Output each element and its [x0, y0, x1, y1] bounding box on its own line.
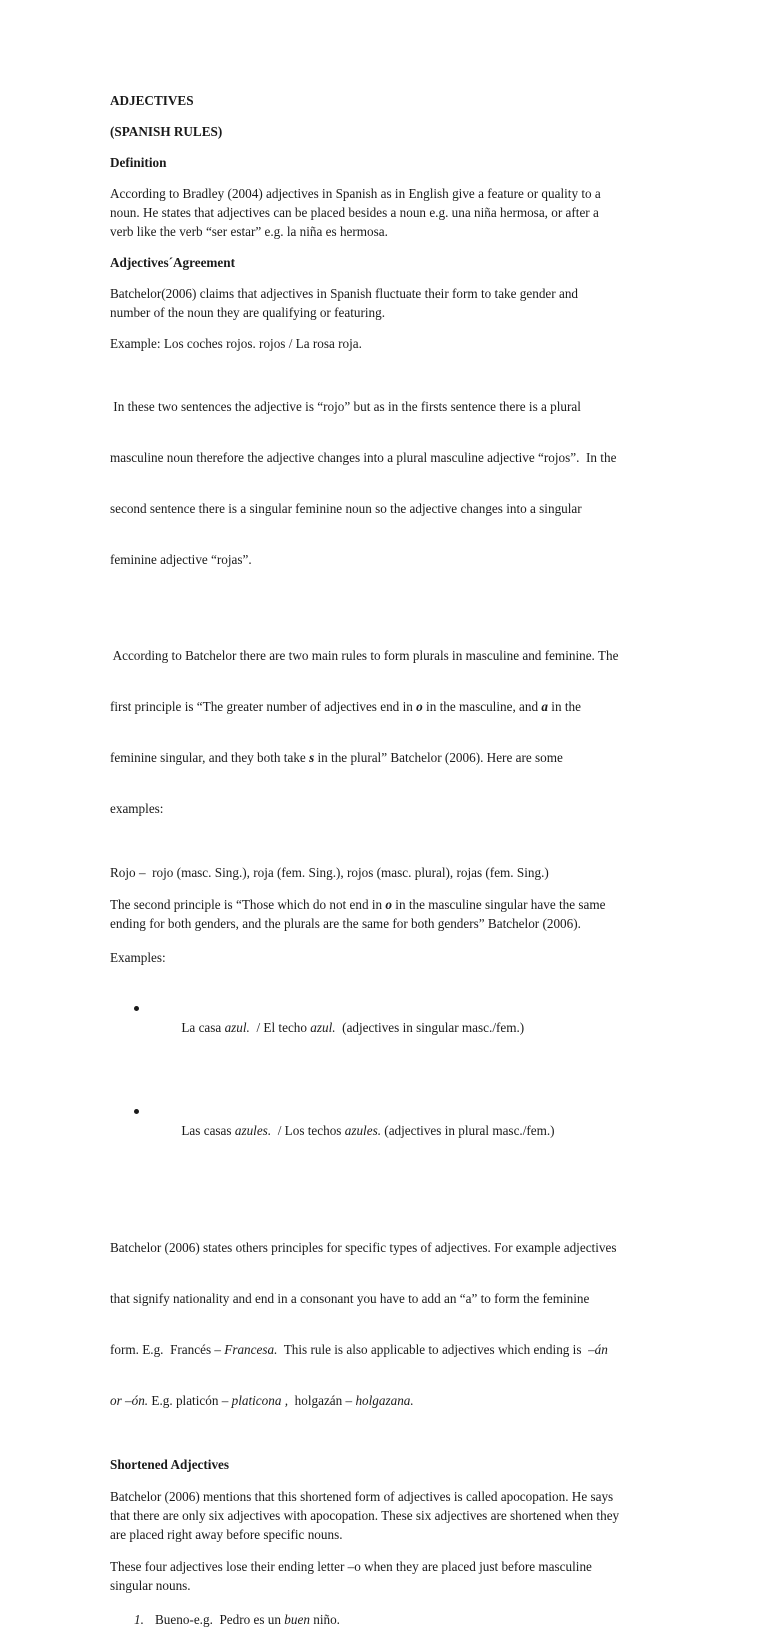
examples-list	[110, 967, 670, 1191]
section-heading-agreement: Adjectives´Agreement	[110, 255, 235, 270]
text-line: verb like the verb “ser estar” e.g. la niña es hermosa.	[110, 224, 388, 239]
example-line: Example: Los coches rojos. rojos / La rosa roja.	[110, 336, 362, 351]
text-line: feminine singular, and they both take s in the plural” Batchelor (2006). Here are some	[110, 750, 563, 765]
list-item: La casa azul. / El techo azul. (adjectives in singular masc./fem.)	[110, 999, 670, 1056]
rojo-forms-line: Rojo – rojo (masc. Sing.), roja (fem. Sing.), rojos (masc. plural), rojas (fem. Sing.)	[110, 865, 549, 880]
item-number: 1.	[134, 1612, 144, 1627]
shortened-paragraph-1	[110, 1487, 670, 1544]
emphasis-s: s	[309, 750, 315, 765]
definition-paragraph	[110, 184, 670, 241]
text-line: masculine noun therefore the adjective changes into a plural masculine adjective “rojos”. In the	[110, 450, 617, 465]
agreement-paragraph-4	[110, 895, 670, 933]
agreement-paragraph-5	[110, 1206, 670, 1442]
bullet-icon	[134, 1006, 139, 1011]
text-line: The second principle is “Those which do not end in o in the masculine singular have the same	[110, 897, 606, 912]
agreement-paragraph-1	[110, 284, 670, 322]
text-line: In these two sentences the adjective is “rojo” but as in the firsts sentence there is a plural	[110, 399, 581, 414]
text-line: Batchelor (2006) mentions that this shortened form of adjectives is called apocopation. He says	[110, 1489, 614, 1504]
document-subtitle: (SPANISH RULES)	[110, 124, 223, 139]
text-line: According to Bradley (2004) adjectives in Spanish as in English give a feature or quality to a	[110, 186, 601, 201]
text-line: ending for both genders, and the plurals are the same for both genders” Batchelor (2006).	[110, 916, 581, 931]
emphasis-o: o	[385, 897, 392, 912]
text-line: that there are only six adjectives with apocopation. These six adjectives are shortened when they	[110, 1508, 620, 1523]
text-line: that signify nationality and end in a consonant you have to add an “a” to form the feminine	[110, 1291, 590, 1306]
text-line: noun. He states that adjectives can be placed besides a noun e.g. una niña hermosa, or after a	[110, 205, 599, 220]
text-line: singular nouns.	[110, 1578, 191, 1593]
text-line: are placed right away before specific nouns.	[110, 1527, 343, 1542]
emphasis-a: a	[541, 699, 548, 714]
text-line: Batchelor(2006) claims that adjectives in Spanish fluctuate their form to take gender and	[110, 286, 579, 301]
bullet-icon	[134, 1109, 139, 1114]
document-title: ADJECTIVES	[110, 93, 194, 108]
list-item: Las casas azules. / Los techos azules. (adjectives in plural masc./fem.)	[110, 1102, 670, 1159]
text-line: Batchelor (2006) states others principles for specific types of adjectives. For example adjectives	[110, 1240, 617, 1255]
text-line: feminine adjective “rojas”.	[110, 552, 252, 567]
text-line: number of the noun they are qualifying or featuring.	[110, 305, 386, 320]
section-heading-definition: Definition	[110, 155, 167, 170]
agreement-paragraph-3	[110, 614, 670, 850]
shortened-paragraph-2	[110, 1557, 670, 1595]
emphasis-o: o	[416, 699, 423, 714]
text-line: or –ón. E.g. platicón – platicona , holgazán – holgazana.	[110, 1393, 414, 1408]
section-heading-shortened: Shortened Adjectives	[110, 1457, 230, 1472]
examples-label: Examples:	[110, 950, 166, 965]
numbered-item: 1. Bueno-e.g. Pedro es un buen niño.	[110, 1610, 670, 1629]
text-line: second sentence there is a singular feminine noun so the adjective changes into a singular	[110, 501, 582, 516]
text-line: form. E.g. Francés – Francesa. This rule is also applicable to adjectives which ending is –án	[110, 1342, 608, 1357]
text-line: first principle is “The greater number of adjectives end in o in the masculine, and a in the	[110, 699, 581, 714]
agreement-paragraph-2	[110, 365, 670, 601]
text-line: These four adjectives lose their ending letter –o when they are placed just before masculine	[110, 1559, 592, 1574]
text-line: examples:	[110, 801, 164, 816]
document-body	[110, 91, 670, 1629]
text-line: According to Batchelor there are two main rules to form plurals in masculine and feminine. The	[110, 648, 619, 663]
